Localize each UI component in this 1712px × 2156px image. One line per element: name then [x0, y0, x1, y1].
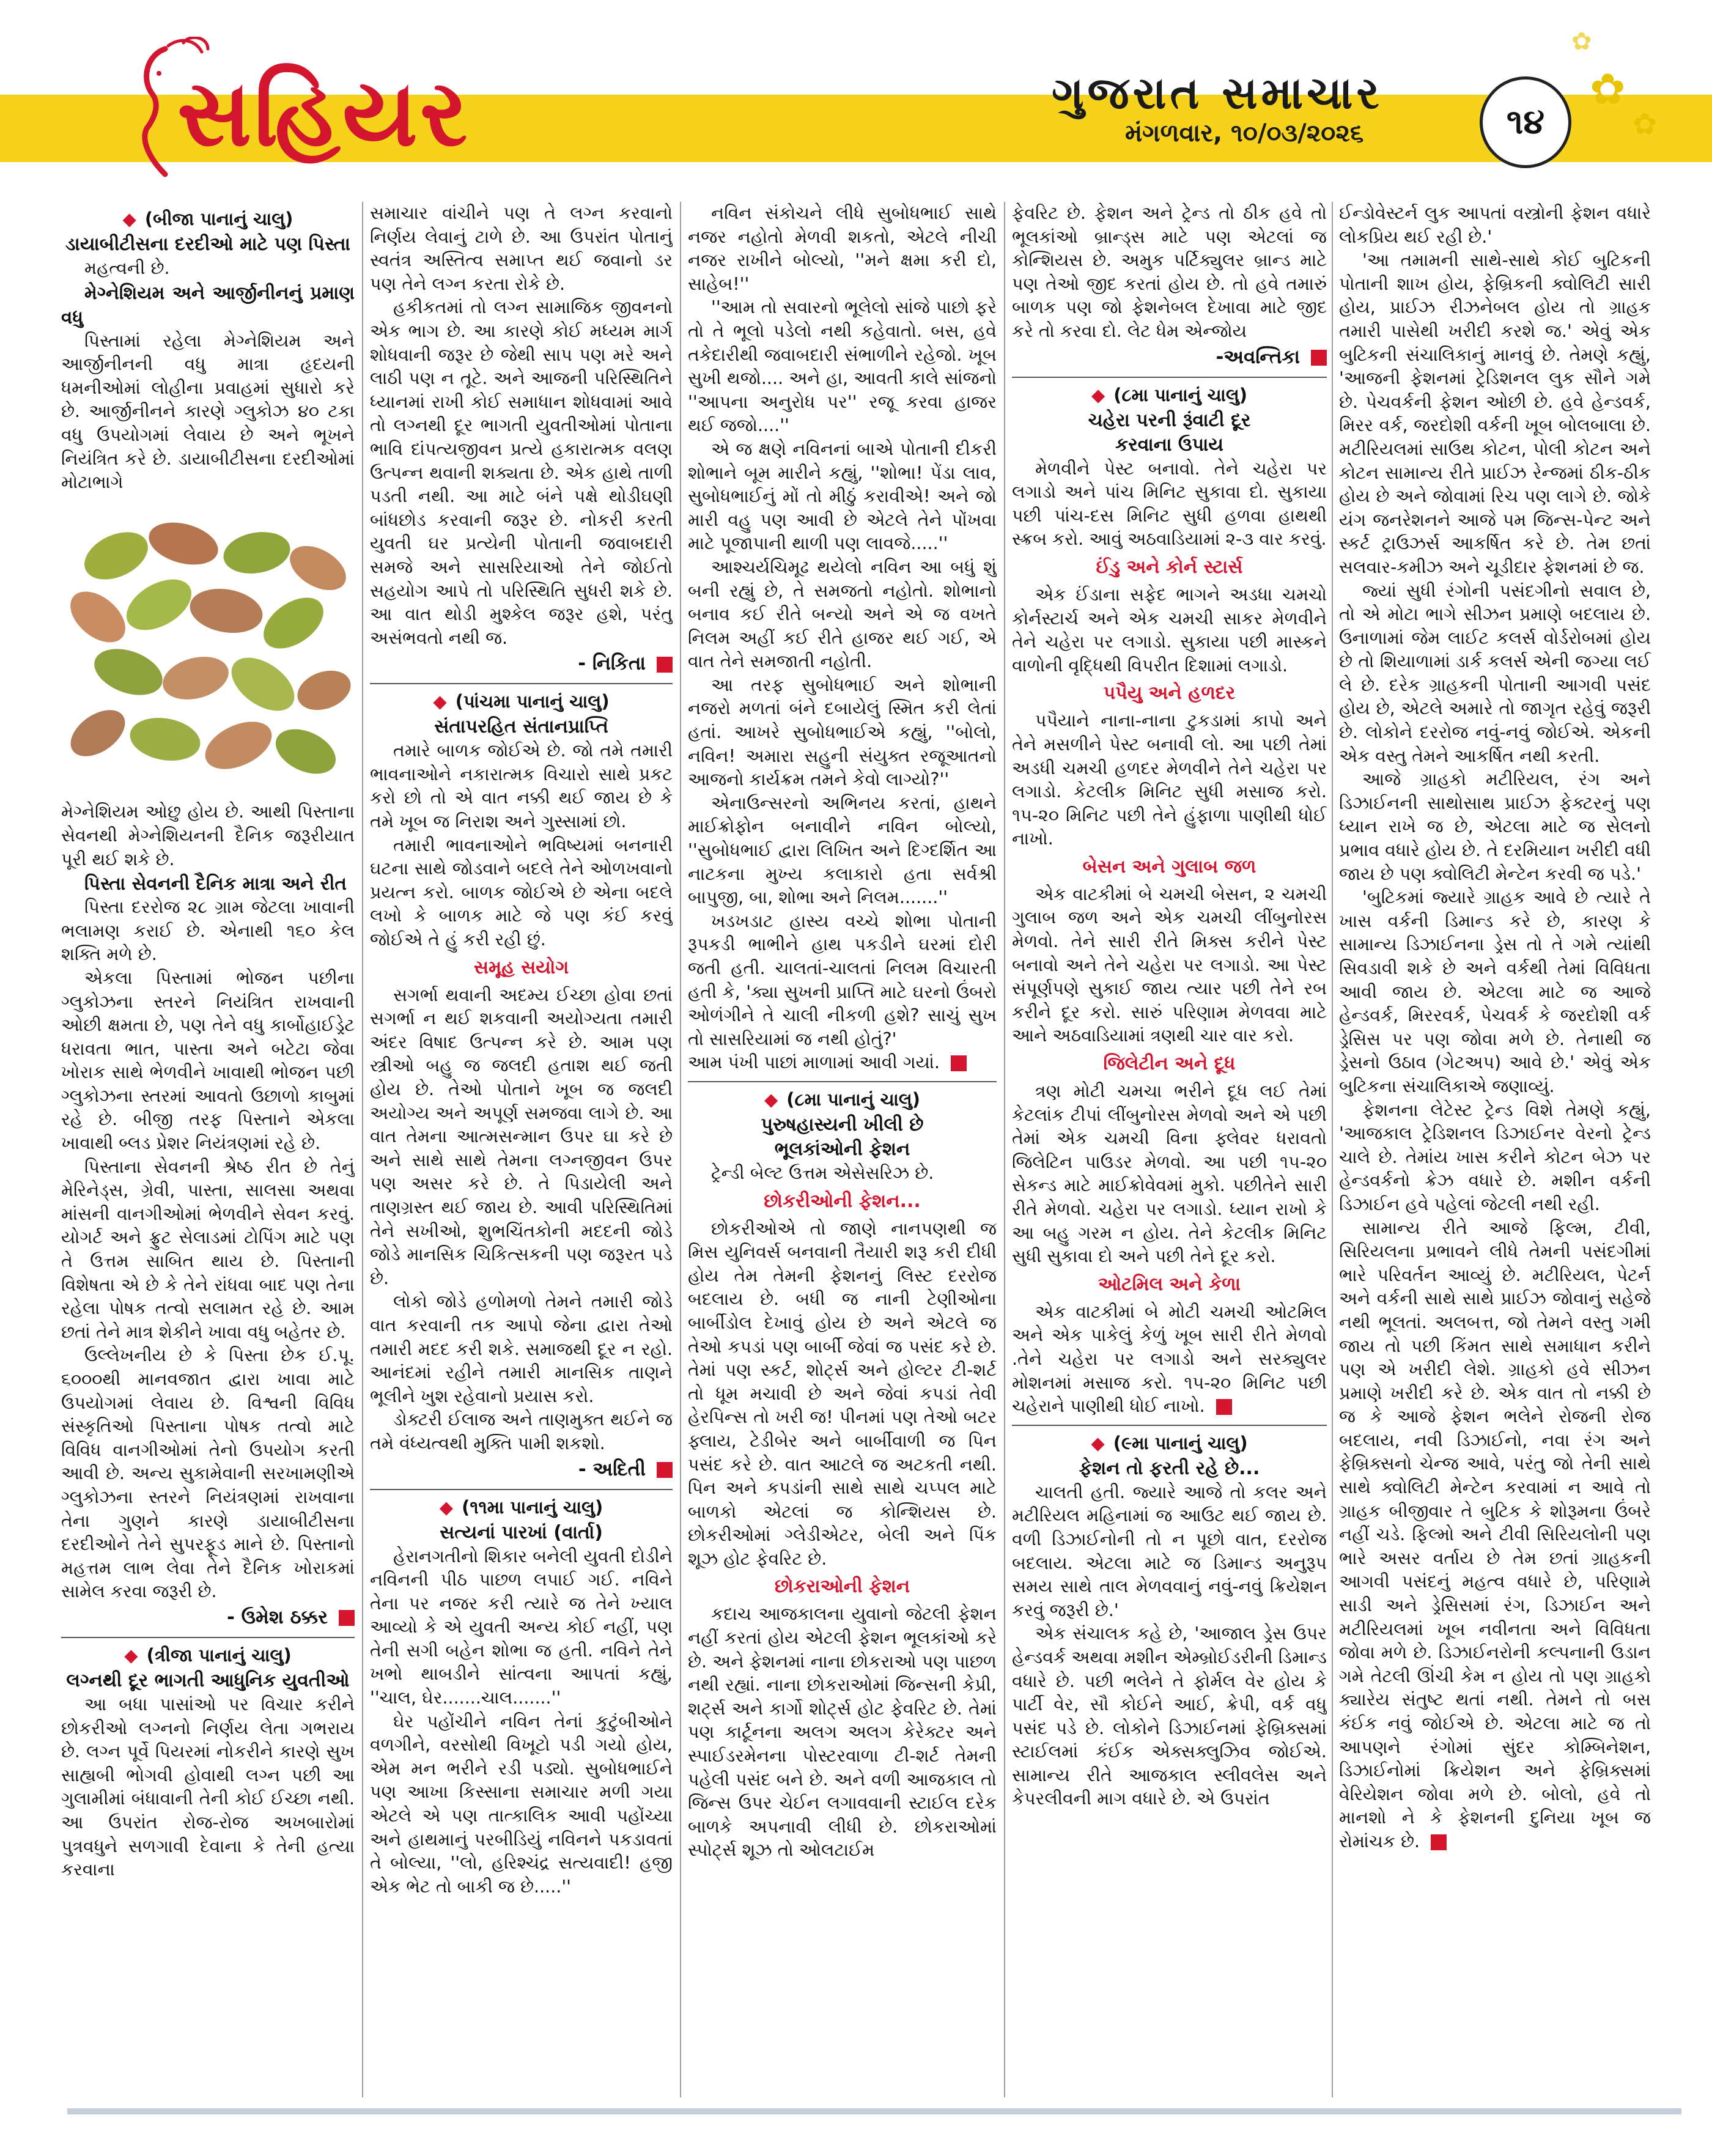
- paragraph: આ તરફ સુબોધભાઈ અને શોભાની નજરો મળતાં બંને દબાયેલું સ્મિત કરી લેતાં હતાં. આખરે સુબોધભાઈએ કહ્યું, ''બોલો, નવિન! અમારા સહુની સંયુક્ત રજૂઆતનો આજનો કાર્યક્રમ તમને કેવો લાગ્યો?'': [688, 674, 997, 790]
- paragraph: સમાચાર વાંચીને પણ તે લગ્ન કરવાનો નિર્ણય લેવાનું ટાળે છે. આ ઉપરાંત પોતાનું સ્વતંત્ર અસ્તિત્વ સમાપ્ત થઈ જવાનો ડર પણ તેને લગ્ન કરતા રોકે છે.: [370, 203, 673, 294]
- article-headline: ભૂલકાંઓની ફેશન: [774, 1138, 910, 1160]
- article-headline: લગ્નથી દૂર ભાગતી આધુનિક યુવતીઓ: [66, 1669, 350, 1691]
- red-subheading: જિલેટીન અને દૂધ: [1103, 1053, 1236, 1075]
- continuation-label: ◆ (ત્રીજા પાનાનું ચાલુ): [124, 1644, 292, 1666]
- paragraph: ઘેર પહોંચીને નવિન તેનાં કુટુંબીઓને વળગીને, વરસોથી વિખૂટો પડી ગયો હોય, એમ મન ભરીને રડી પડ્યો. સુબોધભાઈને પણ આખા કિસ્સાના સમાચાર મળી ગયા એટલે એ પણ તાત્કાલિક આવી પહોંચ્યા અને હાથમાનું પરબીડિયું નવિનને પકડાવતાં તે બોલ્યા, ''લો, હરિશ્ચંદ્ર સત્યવાદી! હજી એક ભેટ તો બાકી જ છે.....'': [370, 1711, 673, 1897]
- paragraph: ટ્રેન્ડી બેલ્ટ ઉત્તમ એસેસરિઝ છે.: [711, 1162, 934, 1183]
- flower-icon: ✿: [1633, 107, 1658, 141]
- paragraph: પિસ્તાના સેવનની શ્રેષ્ઠ રીત છે તેનું મેરિનેડ્સ, ગ્રેવી, પાસ્તા, સાલસા અથવા માંસની વાનગીઓમાં ભેળવીને સેવન કરવું. યોગર્ટ અને ફ્રુટ સેલાડમાં ટોપિંગ માટે પણ તે ઉત્તમ સાબિત થાય છે. પિસ્તાની વિશેષતા એ છે કે તેને રાંધવા બાદ પણ તેના રહેલા પોષક તત્વો સલામત રહે છે. આમ છતાં તેને માત્ર શેકીને ખાવા વધુ બહેતર છે.: [61, 1156, 355, 1342]
- byline: - અદિતી: [370, 1456, 673, 1483]
- end-square-icon: [339, 1610, 355, 1626]
- red-diamond-icon: ◆: [1091, 1432, 1105, 1453]
- section-divider: [1012, 1425, 1327, 1426]
- article-headline: સત્યનાં પારખાં (વાર્તા): [439, 1521, 603, 1543]
- flower-icon: ✿: [1590, 64, 1626, 114]
- magazine-logo: સહિયર: [177, 59, 470, 167]
- article-headline: ફેશન તો ફરતી રહે છે...: [1079, 1457, 1260, 1479]
- paragraph: લોકો જોડે હળોમળો તેમને તમારી જોડે વાત કરવાની તક આપો જેના દ્વારા તેઓ તમારી મદદ કરી શકે. સમાજથી દૂર ન રહો. આનંદમાં રહીને તમારી માનસિક તાણને ભૂલીને ખુશ રહેવાનો પ્રયાસ કરો.: [370, 1291, 673, 1406]
- paragraph: ''આમ તો સવારનો ભૂલેલો સાંજે પાછો ફરે તો તે ભૂલો પડેલો નથી કહેવાતો. બસ, હવે તકેદારીથી જવાબદારી સંભાળીને રહેજો. ખૂબ સુખી થજો.... અને હા, આવતી કાલે સાંજનો ''આપના અનુરોધ પર'' રજૂ કરવા હાજર થઈ જજો....'': [688, 297, 997, 436]
- byline: -અવન્તિકા: [1012, 344, 1327, 371]
- paragraph: સગર્ભા થવાની અદમ્ય ઈચ્છા હોવા છતાં સગર્ભા ન થઈ શકવાની અયોગ્યતા તમારી અંદર વિષાદ ઉત્પન્ન કરે છે. આમ પણ સ્ત્રીઓ બહુ જ જલદી હતાશ થઈ જતી હોય છે. તેઓ પોતાને ખૂબ જ જલદી અયોગ્ય અને અપૂર્ણ સમજવા લાગે છે. આ વાત તેમના આત્મસન્માન ઉપર ઘા કરે છે અને સાથે સાથે તેમના લગ્નજીવન ઉપર પણ અસર કરે છે. તે પિડાયેલી અને તાણગ્રસ્ત થઈ જાય છે. આવી પરિસ્થિતિમાં તેને સખીઓ, શુભચિંતકોની મદદની જોડે જોડે માનસિક ચિકિત્સકની પણ જરૂરત પડે છે.: [370, 984, 673, 1288]
- article-headline: ડાયાબીટીસના દરદીઓ માટે પણ પિસ્તા: [65, 234, 350, 255]
- column-1: [61, 202, 355, 2097]
- paragraph: હકીકતમાં તો લગ્ન સામાજિક જીવનનો એક ભાગ છે. આ કારણે કોઈ મધ્યમ માર્ગ શોધવાની જરૂર છે જેથી સાપ પણ મરે અને લાઠી પણ ન તૂટે. અને આજની પરિસ્થિતિને ધ્યાનમાં રાખી કોઈ સમાધાન શોધવામાં આવે તો લગ્નથી દૂર ભાગતી યુવતીઓમાં પોતાના ભાવિ દાંપત્યજીવન પ્રત્યે હકારાત્મક વલણ ઉત્પન્ન થવાની શક્યતા છે. એક હાથે તાળી પડતી નથી. આ માટે બંને પક્ષે થોડીઘણી બાંધછોડ કરવાની જરૂર છે. નોકરી કરતી યુવતી ઘર પ્રત્યેની પોતાની જવાબદારી સમજે અને સાસરિયાઓ તેને જોઈતો સહયોગ આપે તો પરિસ્થિતિ સુધરી શકે છે. આ વાત થોડી મુશ્કેલ જરૂર હશે, પરંતુ અસંભવતો નથી જ.: [370, 297, 673, 648]
- column-3: [688, 202, 997, 2097]
- continuation-label: ◆ (પાંચમા પાનાનું ચાલુ): [433, 691, 610, 712]
- paragraph: એનાઉન્સરનો અભિનય કરતાં, હાથને માઈક્રોફોન બનાવીને નવિન બોલ્યો, ''સુબોધભાઈ દ્વારા લિખિત અને દિગ્દર્શિત આ નાટકના મુખ્ય કલાકારો હતા સર્વશ્રી બાપુજી, બા, શોભા અને નિલમ.......'': [688, 792, 997, 908]
- red-subheading: પપૈયુ અને હળદર: [1103, 682, 1236, 704]
- continuation-label: ◆ (૯મા પાનાનું ચાલુ): [1091, 1432, 1248, 1453]
- red-subheading: ઓટમિલ અને કેળા: [1098, 1273, 1241, 1295]
- paragraph: એક સંચાલક કહે છે, 'આજાલ ડ્રેસ ઉપર હેન્ડવર્ક અથવા મશીન એમ્બ્રોઈડરીની ડિમાન્ડ વધારે છે. પછી ભલેને તે ફોર્મલ વેર હોય કે પાર્ટી વેર, સૌ કોઈને આઈ, ક્રેપી, વર્ક વધુ પસંદ પડે છે. લોકોને ડિઝાઈનમાં ફેબ્રિક્સમાં સ્ટાઈલમાં કંઈક એક્સક્લુઝિવ જોઈએ. સામાન્ય રીતે આજકાલ સ્લીવલેસ અને કેપરલીવની માગ વધારે છે. એ ઉપરાંત: [1012, 1623, 1327, 1809]
- paragraph: ખડખડાટ હાસ્ય વચ્ચે શોભા પોતાની રૂપકડી ભાભીને હાથ પકડીને ઘરમાં દોરી જતી હતી. ચાલતાં-ચાલતાં નિલમ વિચારતી હતી કે, 'ક્યા સુખની પ્રાપ્તિ માટે ઘરનો ઉંબરો ઓળંગીને તે ચાલી નીકળી હશે? સાચું સુખ તો સાસરિયામાં જ નથી હોતું?': [688, 910, 997, 1049]
- red-subheading: બેસન અને ગુલાબ જળ: [1082, 855, 1256, 877]
- paragraph: તમારે બાળક જોઈએ છે. જો તમે તમારી ભાવનાઓને નકારાત્મક વિચારો સાથે પ્રકટ કરો છો તો એ વાત નક્કી થઈ જાય છે કે તમે ખૂબ જ નિરાશ અને ગુસ્સામાં છો.: [370, 740, 673, 832]
- continuation-label: ◆ (૮મા પાનાનું ચાલુ): [1091, 384, 1247, 405]
- paragraph: આશ્ચર્યચિમૂઢ થયેલો નવિન આ બધું શું બની રહ્યું છે, તે સમજતો નહોતો. શોભાનો બનાવ કઈ રીતે બન્યો અને એ જ વખતે નિલમ અહીં કઈ રીતે હાજર થઈ ગઈ, એ વાત તેને સમજાતી નહોતી.: [688, 556, 997, 672]
- red-diamond-icon: ◆: [1091, 384, 1105, 405]
- paragraph: તમારી ભાવનાઓને ભવિષ્યમાં બનનારી ઘટના સાથે જોડવાને બદલે તેને ઓળખવાનો પ્રયત્ન કરો. બાળક જોઈએ છે એના બદલે લખો કે બાળક માટે જે પણ કંઈ કરવું જોઈએ તે હું કરી રહી છું.: [370, 835, 673, 950]
- end-square-icon: [1216, 1399, 1232, 1415]
- paragraph: મેગ્નેશિયમ ઓછુ હોય છે. આથી પિસ્તાના સેવનથી મેગ્નેશિયનની દૈનિક જરૂરીયાત પૂરી થઈ શકે છે.: [61, 802, 355, 869]
- red-subheading: છોકરીઓની ફેશન...: [764, 1190, 921, 1212]
- paragraph: 'આ તમામની સાથે-સાથે કોઈ બુટિકની પોતાની શાખ હોય, ફેબ્રિકની ક્વોલિટી સારી હોય, પ્રાઈઝ રીઝનેબલ હોય તો ગ્રાહક તમારી પાસેથી ખરીદી કરશે જ.' એવું એક બુટિકની સંચાલિકાનું માનવું છે. તેમણે કહ્યું, 'આજની ફેશનમાં ટ્રેડિશનલ લુક સૌને ગમે છે. પેચવર્કની ફેશન ઓછી છે. હવે હેન્ડવર્ક, મિરર વર્ક, જરદોશી વર્કની ખૂબ બોલબાલા છે. મટીરિયલમાં સાઉથ કોટન, પોલી કોટન અને કોટન સામાન્ય રીતે પ્રાઈઝ રેન્જમાં ઠીક-ઠીક હોય છે અને જોવામાં રિચ પણ લાગે છે. જોકે યંગ જનરેશનને આજે પમ જિન્સ-પેન્ટ અને સ્કર્ટ ટ્રાઉઝર્સ આકર્ષિત કરે છે. તેમ છતાં સલવાર-કમીઝ અને ચૂડીદાર ફેશનમાં છે જ.: [1339, 250, 1651, 577]
- newspaper-name: ગુજરાત સમાચાર: [1052, 67, 1383, 119]
- paragraph: આજે ગ્રાહકો મટીરિયલ, રંગ અને ડિઝાઈનની સાથોસાથ પ્રાઈઝ ફેક્ટરનું પણ ધ્યાન રાખે જ છે, એટલા માટે જ સેલનો પ્રભાવ વધારે હોય છે. તે દરમિયાન ખરીદી વધી જાય છે પણ ક્વોલિટી મેન્ટેન કરવી જ પડે.': [1339, 769, 1651, 884]
- paragraph: કદાચ આજકાલના યુવાનો જેટલી ફેશન નહીં કરતાં હોય એટલી ફેશન ભૂલકાંઓ કરે છે. અને ફેશનમાં નાના છોકરાઓ પણ પાછળ નથી રહ્યાં. નાના છોકરાઓમાં જિન્સની કેપ્રી, શર્ટ્સ અને કાર્ગો શોર્ટ્સ હોટ ફેવરિટ છે. તેમાં પણ કાર્ટૂનના અલગ અલગ કેરેક્ટર અને સ્પાઈડરમેનના પોસ્ટરવાળા ટી-શર્ટ તેમની પહેલી પસંદ બને છે. અને વળી આજકાલ તો જિન્સ ઉપર ચેઈન લગાવવાની સ્ટાઈલ દરેક બાળકે અપનાવી લીધી છે. છોકરાઓમાં સ્પોર્ટ્સ શૂઝ તો ઓલટાઈમ: [688, 1604, 997, 1861]
- paragraph: હેરાનગતીનો શિકાર બનેલી યુવતી દોડીને નવિનની પીઠ પાછળ લપાઈ ગઈ. નવિને તેના પર નજર કરી ત્યારે જ તેને ખ્યાલ આવ્યો કે એ યુવતી અન્ય કોઈ નહીં, પણ તેની સગી બહેન શોભા જ હતી. નવિને તેને ખભો થાબડીને સાંત્વના આપતાં કહ્યું, ''ચાલ, ઘેર.......ચાલ.......'': [370, 1546, 673, 1708]
- red-diamond-icon: ◆: [439, 1496, 454, 1518]
- article-headline: ચહેરા પરની રૂંવાટી દૂર: [1088, 409, 1251, 431]
- red-subheading: છોકરાઓની ફેશન: [774, 1576, 910, 1598]
- paragraph: ઉલ્લેખનીય છે કે પિસ્તા છેક ઈ.પૂ. ૬૦૦૦થી માનવજાત દ્વારા ખાવા માટે ઉપયોગમાં લેવાય છે. વિશ્વની વિવિધ સંસ્કૃતિઓ પિસ્તાના પોષક તત્વો માટે વિવિધ વાનગીઓમાં તેનો ઉપયોગ કરતી આવી છે. અન્ય સુકામેવાની સરખામણીએ ગ્લુકોઝના સ્તરને નિયંત્રણમાં રાખવાના તેના ગુણને કારણે ડાયાબીટીસના દરદીઓને તેને સુપરફૂડ માને છે. પિસ્તાનો મહત્તમ લાભ લેવા તેને દૈનિક ખોરાકમાં સામેલ કરવા જરૂરી છે.: [61, 1345, 355, 1602]
- subheading: પિસ્તા સેવનની દૈનિક માત્રા અને રીત: [84, 873, 347, 895]
- byline: - ઉમેશ ઠક્કર: [61, 1604, 355, 1631]
- paragraph: મેળવીને પેસ્ટ બનાવો. તેને ચહેરા પર લગાડો અને પાંચ મિનિટ સુકાવા દો. સુકાયા પછી પાંચ-દસ મિનિટ સુધી હળવા હાથથી સ્ક્રબ કરો. આવું અઠવાડિયામાં ૨-૩ વાર કરવું.: [1012, 458, 1327, 550]
- paragraph: ત્રણ મોટી ચમચા ભરીને દૂધ લઈ તેમાં કેટલાંક ટીપાં લીંબુનોરસ મેળવો અને એ પછી તેમાં એક ચમચી વિના ફ્લેવર ધરાવતો જિલેટિન પાઉડર મેળવો. આ પછી ૧૫-૨૦ સેકન્ડ માટે માઈક્રોવેવમાં મુકો. પછીતેને સારી રીતે મેળવો. ચહેરા પર લગાડો. ધ્યાન રાખો કે આ બહુ ગરમ ન હોય. તેને કેટલીક મિનિટ સુધી સુકાવા દો અને પછી તેને દૂર કરો.: [1012, 1081, 1327, 1267]
- paragraph: આમ પંખી પાછાં માળામાં આવી ગયાં.: [688, 1051, 997, 1075]
- page-number: ૧૪: [1480, 76, 1571, 168]
- red-diamond-icon: ◆: [764, 1088, 778, 1110]
- footer-rule: [67, 2108, 1681, 2114]
- section-divider: [688, 1081, 997, 1082]
- section-divider: [370, 683, 673, 684]
- paragraph: ચાલતી હતી. જ્યારે આજે તો કલર અને મટીરિયલ મહિનામાં જ આઉટ થઈ જાય છે. વળી ડિઝાઈનોની તો ન પૂછો વાત, દરરોજ બદલાય. એટલા માટે જ ડિમાન્ડ અનુરૂપ સમય સાથે તાલ મેળવવાનું નવું-નવું ક્રિયેશન કરવું જરૂરી છે.': [1012, 1482, 1327, 1620]
- article-headline: પુરુષહાસ્યની ખીલી છે: [761, 1113, 924, 1135]
- paragraph: એક વાટકીમાં બે ચમચી બેસન, ૨ ચમચી ગુલાબ જળ અને એક ચમચી લીંબુનોરસ મેળવો. તેને સારી રીતે મિક્સ કરીને પેસ્ટ બનાવો અને તેને ચહેરા પર લગાડો. આ પેસ્ટ સંપૂર્ણપણે સુકાઈ જાય ત્યાર પછી તેને રબ કરીને દૂર કરો. સારું પરિણામ મેળવવા માટે આને અઠવાડિયામાં ત્રણથી ચાર વાર કરો.: [1012, 884, 1327, 1046]
- paragraph: ફેવરિટ છે. ફેશન અને ટ્રેન્ડ તો ઠીક હવે તો ભૂલકાંઓ બ્રાન્ડ્સ માટે પણ એટલાં જ કોન્શિયસ છે. અમુક પર્ટિક્યુલર બ્રાન્ડ માટે પણ તેઓ જીદ કરતાં હોય છે. તો હવે તમારું બાળક પણ જો ફેશનેબલ દેખાવા માટે જીદ કરે તો કરવા દો. લેટ ધેમ એન્જોય: [1012, 203, 1327, 341]
- section-divider: [370, 1489, 673, 1490]
- paragraph: ડોક્ટરી ઈલાજ અને તાણમુક્ત થઈને જ તમે વંધ્યત્વથી મુક્તિ પામી શકશો.: [370, 1409, 673, 1453]
- red-diamond-icon: ◆: [122, 209, 136, 229]
- end-square-icon: [657, 1462, 673, 1478]
- end-square-icon: [951, 1055, 967, 1071]
- red-diamond-icon: ◆: [433, 691, 447, 712]
- column-divider: [680, 202, 681, 2097]
- paragraph: મહત્વની છે.: [84, 258, 170, 278]
- pistachio-photo: [61, 501, 355, 788]
- continuation-label: ◆ (૮મા પાનાનું ચાલુ): [764, 1088, 920, 1110]
- article-headline: કરવાના ઉપાય: [1115, 434, 1223, 456]
- column-divider: [1332, 202, 1333, 2097]
- red-diamond-icon: ◆: [124, 1644, 138, 1666]
- column-5: [1339, 202, 1651, 2097]
- paragraph: પિસ્તા દરરોજ ૨૮ ગ્રામ જેટલા ખાવાની ભલામણ કરાઈ છે. એનાથી ૧૬૦ કેલ શક્તિ મળે છે.: [61, 897, 355, 965]
- subheading: મેગ્નેશિયમ અને આર્જીનીનનું પ્રમાણ વધુ: [61, 282, 355, 328]
- column-divider: [1004, 202, 1005, 2097]
- paragraph: આ બધા પાસાંઓ પર વિચાર કરીને છોકરીઓ લગ્નનો નિર્ણય લેતા ગભરાય છે. લગ્ન પૂર્વે પિયરમાં નોકરીને કારણે સુખ સાહ્યબી ભોગવી હોવાથી લગ્ન પછી આ ગુલામીમાં બંધાવાની તેની કોઈ ઈચ્છા નથી. આ ઉપરાંત રોજ-રોજ અખબારોમાં પુત્રવધુને સળગાવી દેવાના કે તેની હત્યા કરવાના: [61, 1694, 355, 1880]
- paragraph: નવિન સંકોચને લીધે સુબોધભાઈ સાથે નજર નહોતો મેળવી શકતો, એટલે નીચી નજર રાખીને બોલ્યો, ''મને ક્ષમા કરી દો, સાહેબ!'': [688, 203, 997, 294]
- issue-date: મંગળવાર, ૧૦/૦૩/૨૦૨૬: [1125, 119, 1364, 147]
- paragraph: એ જ ક્ષણે નવિનનાં બાએ પોતાની દીકરી શોભાને બૂમ મારીને કહ્યું, ''શોભા! પેંડા લાવ, સુબોધભાઈનું મોં તો મીઠું કરાવીએ! અને જો મારી વહુ પણ આવી છે એટલે તેને પોંખવા માટે પૂજાપાની થાળી પણ લાવજે.....'': [688, 438, 997, 554]
- paragraph: પિસ્તામાં રહેલા મેગ્નેશિયમ અને આર્જીનીનની વધુ માત્રા હૃદયની ધમનીઓમાં લોહીના પ્રવાહમાં સુધારો કરે છે. આર્જીનીનને કારણે ગ્લુકોઝ ૪૦ ટકા વધુ ઉપયોગમાં લેવાય છે અને ભૂખને નિયંત્રિત કરે છે. ડાયાબીટીસના દરદીઓમાં મોટાભાગે: [61, 330, 355, 493]
- continuation-label: ◆ (૧૧મા પાનાનું ચાલુ): [439, 1496, 603, 1518]
- byline: - નિકિતા: [370, 650, 673, 677]
- end-square-icon: [1311, 350, 1327, 366]
- paragraph: ઈન્ડોવેસ્ટર્ન લુક આપતાં વસ્ત્રોની ફેશન વધારે લોકપ્રિય થઈ રહી છે.': [1339, 203, 1651, 247]
- end-square-icon: [1431, 1834, 1447, 1850]
- paragraph: ફેશનના લેટેસ્ટ ટ્રેન્ડ વિશે તેમણે કહ્યું, 'આજકાલ ટ્રેડિશનલ ડિઝાઈનર વેરનો ટ્રેન્ડ ચાલે છે. તેમાંય ખાસ કરીને કોટન બેઝ પર હેન્ડવર્કનો ક્રેઝ વધારે છે. મશીન વર્કની ડિઝાઈન હવે પહેલાં જેટલી નથી રહી.: [1339, 1099, 1651, 1214]
- section-divider: [61, 1637, 355, 1638]
- end-square-icon: [657, 657, 673, 673]
- paragraph: છોકરીઓએ તો જાણે નાનપણથી જ મિસ યુનિવર્સ બનવાની તૈયારી શરૂ કરી દીધી હોય તેમ તેમની ફેશનનું લિસ્ટ દરરોજ બદલાય છે. બધી જ નાની ટેણીઓના બાર્બીડોલ દેખાવું હોય છે અને એટલે જ તેઓ કપડાં પણ બાર્બી જેવાં જ પસંદ કરે છે. તેમાં પણ સ્કર્ટ, શોર્ટ્સ અને હોલ્ટર ટી-શર્ટ તો ધૂમ મચાવી છે અને જેવાં કપડાં તેવી હેરપિન્સ તો ખરી જ! પીનમાં પણ તેઓ બટર ફ્લાય, ટેડીબેર અને બાર્બીવાળી જ પિન પસંદ કરે છે. વાત આટલે જ અટકતી નથી. પિન અને કપડાંની સાથે સાથે ચપ્પલ માટે બાળકો એટલાં જ કોન્શિયસ છે. છોકરીઓમાં ગ્લેડીએટર, બેલી અને પિંક શૂઝ હોટ ફેવરિટ છે.: [688, 1218, 997, 1569]
- column-4: [1012, 202, 1327, 2097]
- column-2: [370, 202, 673, 2097]
- paragraph: એક ઈંડાના સફેદ ભાગને અડધા ચમચો કોર્નસ્ટાર્ચ અને એક ચમચી સાકર મેળવીને તેને ચહેરા પર લગાડો. સુકાયા પછી માસ્કને વાળોની વૃદ્ધિથી વિપરીત દિશામાં લગાડો.: [1012, 584, 1327, 676]
- paragraph: પપૈયાને નાના-નાના ટુકડામાં કાપો અને તેને મસળીને પેસ્ટ બનાવી લો. આ પછી તેમાં અડધી ચમચી હળદર મેળવીને તેને ચહેરા પર લગાડો. કેટલીક મિનિટ સુધી મસાજ કરો. ૧૫-૨૦ મિનિટ પછી તેને હુંફાળા પાણીથી ધોઈ નાખો.: [1012, 711, 1327, 849]
- column-divider: [362, 202, 363, 2097]
- flower-icon: ✿: [1571, 28, 1592, 56]
- masthead: [0, 0, 1712, 183]
- article-headline: સંતાપરહિત સંતાનપ્રાપ્તિ: [434, 716, 608, 738]
- paragraph: 'બુટિકમાં જ્યારે ગ્રાહક આવે છે ત્યારે તે ખાસ વર્કની ડિમાન્ડ કરે છે, કારણ કે સામાન્ય ડિઝાઈનના ડ્રેસ તો તે ગમે ત્યાંથી સિવડાવી શકે છે અને વર્કથી તેમાં વિવિધતા આવી જાય છે. એટલા માટે જ આજે હેન્ડવર્ક, મિરરવર્ક, પેચવર્ક કે જરદોશી વર્ક ડ્રેસિસ પર પણ જોવા મળે છે. તેનાથી જ ડ્રેસનો ઉઠાવ (ગેટઅપ) આવે છે.' એવું એક બુટિકના સંચાલિકાએ જણાવ્યું.: [1339, 887, 1651, 1096]
- continuation-label: ◆ (બીજા પાનાનું ચાલુ): [122, 209, 293, 229]
- paragraph: એક વાટકીમાં બે મોટી ચમચી ઓટમિલ અને એક પાકેલું કેળું ખૂબ સારી રીતે મેળવો .તેને ચહેરા પર લગાડો અને સરક્યુલર મોશનમાં મસાજ કરો. ૧૫-૨૦ મિનિટ પછી ચહેરાને પાણીથી ધોઈ નાખો.: [1012, 1301, 1327, 1417]
- red-subheading: ઈંડુ અને કોર્ન સ્ટાર્સ: [1096, 556, 1243, 578]
- paragraph: સામાન્ય રીતે આજે ફિલ્મ, ટીવી, સિરિયલના પ્રભાવને લીધે તેમની પસંદગીમાં ભારે પરિવર્તન આવ્યું છે. મટીરિયલ, પેટર્ન અને વર્કની સાથે સાથે પ્રાઈઝ જોવાનું સહેજે નથી ભૂલતાં. અલબત્ત, જો તેમને વસ્તુ ગમી જાય તો પછી કિંમત સાથે સમાધાન કરીને પણ એ ખરીદી લેશે. ગ્રાહકો હવે સીઝન પ્રમાણે ખરીદી કરે છે. એક વાત તો નક્કી છે જ કે આજે ફેશન ભલેને રોજની રોજ બદલાય, નવી ડિઝાઈનો, નવા રંગ અને ફેબ્રિક્સનો ચેન્જ આવે, પરંતુ જો તેની સાથે સાથે ક્વોલિટી મેન્ટેન કરવામાં ન આવે તો ગ્રાહક બીજીવાર તે બુટિક કે શોરૂમના ઉંબરે નહીં ચડે. ફિલ્મો અને ટીવી સિરિયલોની પણ ભારે અસર વર્તાય છે તેમ છતાં ગ્રાહકની આગવી પસંદનું મહત્વ વધારે છે, પરિણામે સાડી અને ડ્રેસિસમાં રંગ, ડિઝાઈન અને મટીરિયલમાં ખૂબ નવીનતા અને વિવિધતા જોવા મળે છે. ડિઝાઈનરોની કલ્પનાની ઉડાન ગમે તેટલી ઊંચી કેમ ન હોય તો પણ ગ્રાહકો ક્યારેય સંતુષ્ટ થતાં નથી. તેમને તો બસ કંઈક નવું જોઈએ છે. એટલા માટે જ તો આપણને રંગોમાં સુંદર કોમ્બિનેશન, ડિઝાઈનોમાં ક્રિયેશન અને ફેબ્રિક્સમાં વેરિયેશન જોવા મળે છે. બોલો, હવે તો માનશો ને કે ફેશનની દુનિયા ખૂબ જ રોમાંચક છે.: [1339, 1217, 1651, 1851]
- section-divider: [1012, 377, 1327, 378]
- paragraph: જ્યાં સુધી રંગોની પસંદગીનો સવાલ છે, તો એ મોટા ભાગે સીઝન પ્રમાણે બદલાય છે. ઉનાળામાં જેમ લાઈટ કલર્સ વોર્ડરોબમાં હોય છે તો શિયાળામાં ડાર્ક કલર્સ એની જગ્યા લઈ લે છે. દરેક ગ્રાહકની પોતાની આગવી પસંદ હોય છે, એટલે અમારે તો જાગૃત રહેવું જરૂરી છે. લોકોને દરરોજ નવું-નવું જોઈએ. એકની એક વસ્તુ તેમને આકર્ષિત નથી કરતી.: [1339, 580, 1651, 766]
- paragraph: એકલા પિસ્તામાં ભોજન પછીના ગ્લુકોઝના સ્તરને નિયંત્રિત રાખવાની ઓછી ક્ષમતા છે, પણ તેને વધુ કાર્બોહાઈડ્રેટ ધરાવતા ભાત, પાસ્તા અને બટેટા જેવા ખોરાક સાથે ભેળવીને ખાવાથી ભોજન પછી ગ્લુકોઝના સ્તરમાં આવતો ઉછાળો કાબુમાં રહે છે. બીજી તરફ પિસ્તાને એકલા ખાવાથી બ્લડ પ્રેશર નિયંત્રણમાં રહે છે.: [61, 967, 355, 1154]
- red-subheading: સમૂહ સયોગ: [473, 956, 569, 978]
